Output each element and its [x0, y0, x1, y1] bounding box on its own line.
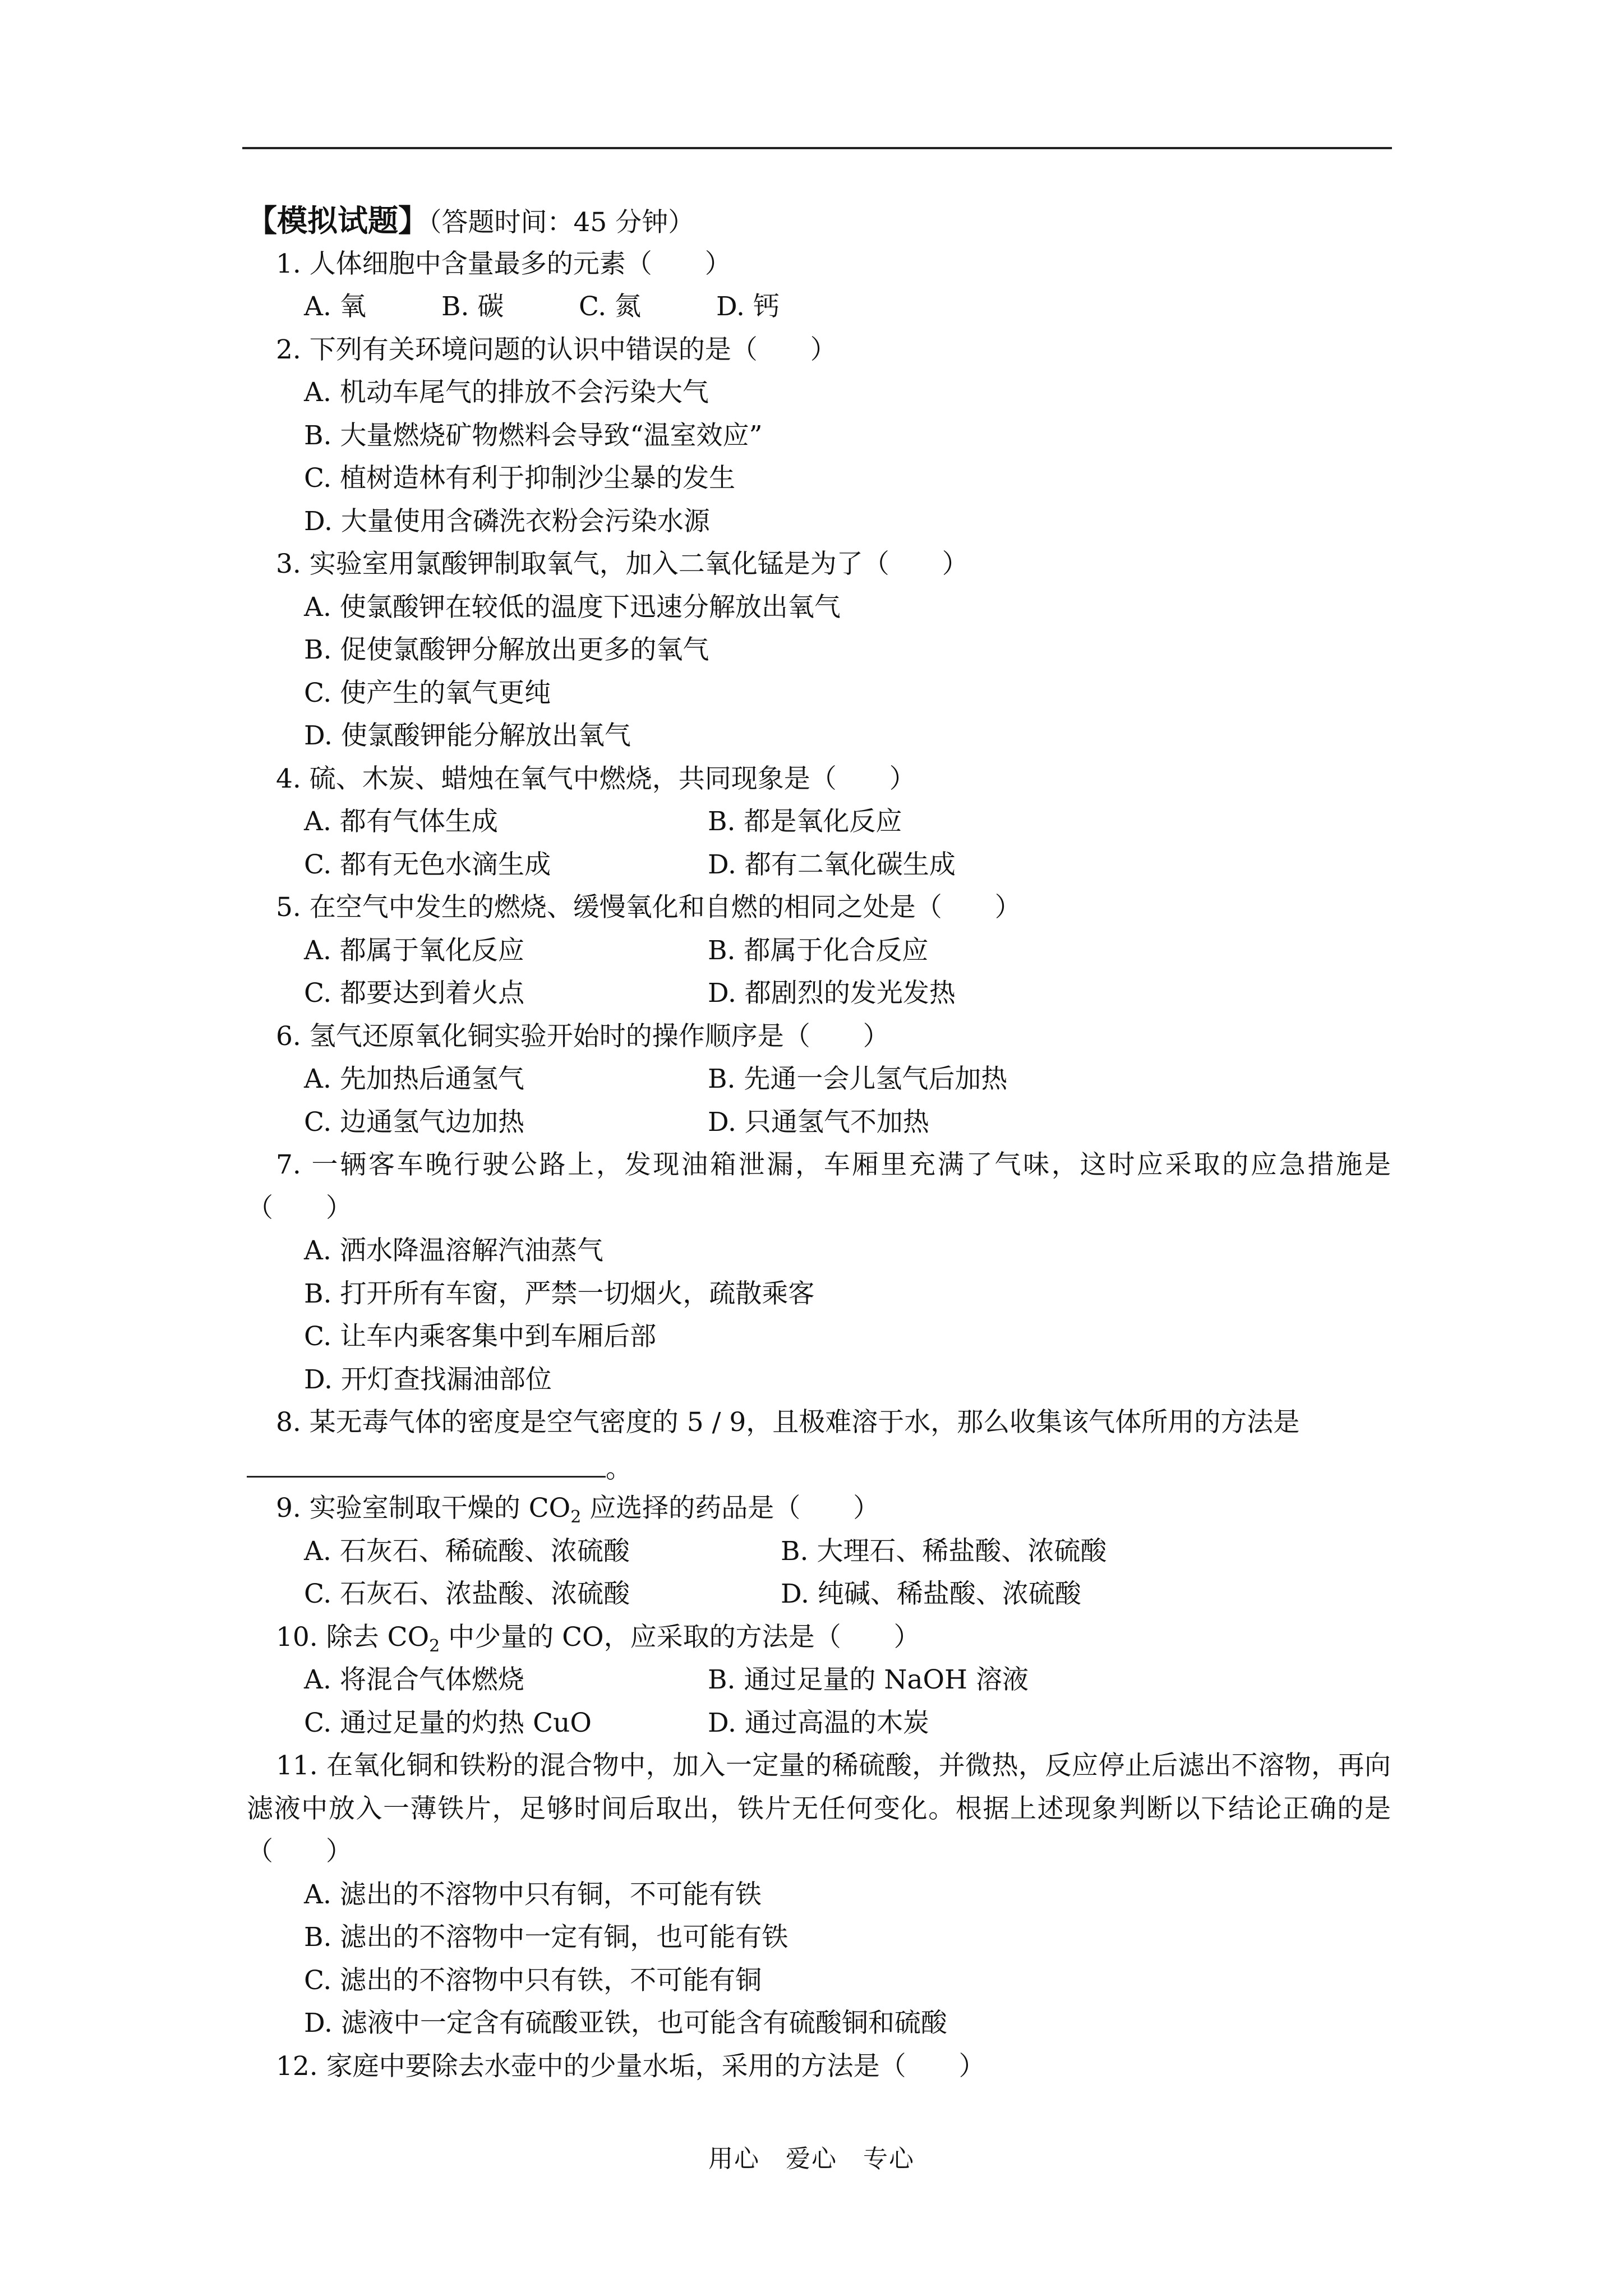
option: D. 滤液中一定含有硫酸亚铁，也可能含有硫酸铜和硫酸 — [304, 2008, 947, 2039]
option: D. 只通氢气不加热 — [708, 1106, 929, 1138]
option: D. 使氯酸钾能分解放出氧气 — [304, 720, 631, 751]
question-10 — [247, 1616, 1391, 1659]
option: C. 边通氢气边加热 — [304, 1106, 525, 1138]
question-11: 11. 在氧化铜和铁粉的混合物中，加入一定量的稀硫酸，并微热，反应停止后滤出不溶物，再向滤液中放入一薄铁片，足够时间后取出，铁片无任何变化。根据上述现象判断以下结论正确的是（ ） — [247, 1750, 1391, 1867]
option: C. 石灰石、浓盐酸、浓硫酸 — [304, 1579, 630, 1609]
option: C. 让车内乘客集中到车厢后部 — [304, 1321, 657, 1352]
option: C. 都要达到着火点 — [304, 978, 525, 1009]
option: A. 都属于氧化反应 — [304, 935, 524, 966]
question-8: 8. 某无毒气体的密度是空气密度的 5 / 9，且极难溶于水，那么收集该气体所用的方法是 — [276, 1407, 1300, 1438]
option: B. 滤出的不溶物中一定有铜，也可能有铁 — [304, 1922, 789, 1953]
question-3: 3. 实验室用氯酸钾制取氧气，加入二氧化锰是为了（ ） — [276, 549, 969, 579]
question-9 — [247, 1487, 1391, 1530]
question-4-options-row-2 — [247, 844, 1391, 887]
question-10-stem-end: 中少量的 CO，应采取的方法是（ ） — [440, 1621, 920, 1653]
option: B. 促使氯酸钾分解放出更多的氧气 — [304, 634, 709, 665]
option: D. 都剧烈的发光发热 — [708, 978, 956, 1009]
question-12: 12. 家庭中要除去水壶中的少量水垢，采用的方法是（ ） — [276, 2050, 985, 2082]
question-6-options-row-2 — [247, 1101, 1391, 1144]
exam-title: 【模拟试题】 — [247, 203, 428, 238]
option: C. 都有无色水滴生成 — [304, 849, 551, 880]
question-5: 5. 在空气中发生的燃烧、缓慢氧化和自燃的相同之处是（ ） — [276, 892, 1021, 923]
header-rule — [242, 147, 1392, 149]
option: A. 洒水降温溶解汽油蒸气 — [304, 1235, 603, 1266]
option: C. 植树造林有利于抑制沙尘暴的发生 — [304, 463, 736, 494]
subscript: 2 — [429, 1636, 440, 1656]
option: D. 纯碱、稀盐酸、浓硫酸 — [781, 1579, 1081, 1609]
question-4: 4. 硫、木炭、蜡烛在氧气中燃烧，共同现象是（ ） — [276, 763, 916, 794]
option: A. 机动车尾气的排放不会污染大气 — [304, 377, 709, 408]
option: A. 石灰石、稀硫酸、浓硫酸 — [304, 1535, 630, 1567]
question-6-options-row-1 — [247, 1058, 1391, 1101]
option: B. 碳 — [441, 291, 504, 322]
option: B. 大量燃烧矿物燃料会导致“温室效应” — [304, 420, 763, 451]
option: D. 钙 — [716, 291, 780, 322]
option: B. 都是氧化反应 — [708, 806, 902, 837]
option: A. 氧 — [304, 291, 366, 322]
question-5-options-row-1 — [247, 930, 1391, 973]
exam-body — [247, 200, 1391, 2088]
question-1: 1. 人体细胞中含量最多的元素（ ） — [276, 248, 731, 279]
option: A. 将混合气体燃烧 — [304, 1664, 524, 1695]
option: B. 大理石、稀盐酸、浓硫酸 — [781, 1535, 1107, 1567]
option: D. 开灯查找漏油部位 — [304, 1364, 552, 1395]
question-6: 6. 氢气还原氧化铜实验开始时的操作顺序是（ ） — [276, 1020, 889, 1052]
question-1-options — [247, 286, 1391, 329]
page-footer: 用心 爱心 专心 — [708, 2145, 915, 2173]
option: C. 滤出的不溶物中只有铁，不可能有铜 — [304, 1964, 762, 1996]
option: B. 打开所有车窗，严禁一切烟火，疏散乘客 — [304, 1278, 815, 1309]
question-9-stem-start: 9. 实验室制取干燥的 CO — [276, 1493, 571, 1524]
option: A. 都有气体生成 — [304, 806, 498, 837]
question-9-stem-end: 应选择的药品是（ ） — [581, 1493, 880, 1524]
option: A. 滤出的不溶物中只有铜，不可能有铁 — [304, 1879, 762, 1910]
exam-header — [247, 200, 1391, 243]
option: A. 先加热后通氢气 — [304, 1064, 524, 1094]
subscript: 2 — [570, 1507, 582, 1527]
option: D. 通过高温的木炭 — [708, 1707, 929, 1738]
option: D. 大量使用含磷洗衣粉会污染水源 — [304, 505, 710, 537]
answer-blank[interactable] — [247, 1444, 606, 1478]
option: B. 先通一会儿氢气后加热 — [708, 1064, 1008, 1094]
question-9-options-row-1 — [247, 1530, 1391, 1573]
question-10-stem-start: 10. 除去 CO — [276, 1621, 430, 1653]
option: B. 都属于化合反应 — [708, 935, 929, 966]
option: C. 氮 — [579, 291, 642, 322]
question-8-end: 。 — [606, 1453, 632, 1484]
question-10-options-row-1 — [247, 1659, 1391, 1702]
option: B. 通过足量的 NaOH 溶液 — [708, 1664, 1029, 1695]
question-2: 2. 下列有关环境问题的认识中错误的是（ ） — [276, 334, 837, 365]
question-4-options-row-1 — [247, 800, 1391, 844]
question-10-options-row-2 — [247, 1702, 1391, 1745]
question-5-options-row-2 — [247, 972, 1391, 1015]
option: A. 使氯酸钾在较低的温度下迅速分解放出氧气 — [304, 591, 841, 623]
option: D. 都有二氧化碳生成 — [708, 849, 956, 880]
exam-time-note: （答题时间：45 分钟） — [428, 207, 695, 238]
option: C. 使产生的氧气更纯 — [304, 677, 551, 708]
question-7: 7. 一辆客车晚行驶公路上，发现油箱泄漏，车厢里充满了气味，这时应采取的应急措施是（ ） — [247, 1149, 1391, 1223]
option: C. 通过足量的灼热 CuO — [304, 1707, 592, 1738]
question-9-options-row-2 — [247, 1573, 1391, 1616]
question-8-answer-line — [247, 1444, 1391, 1488]
